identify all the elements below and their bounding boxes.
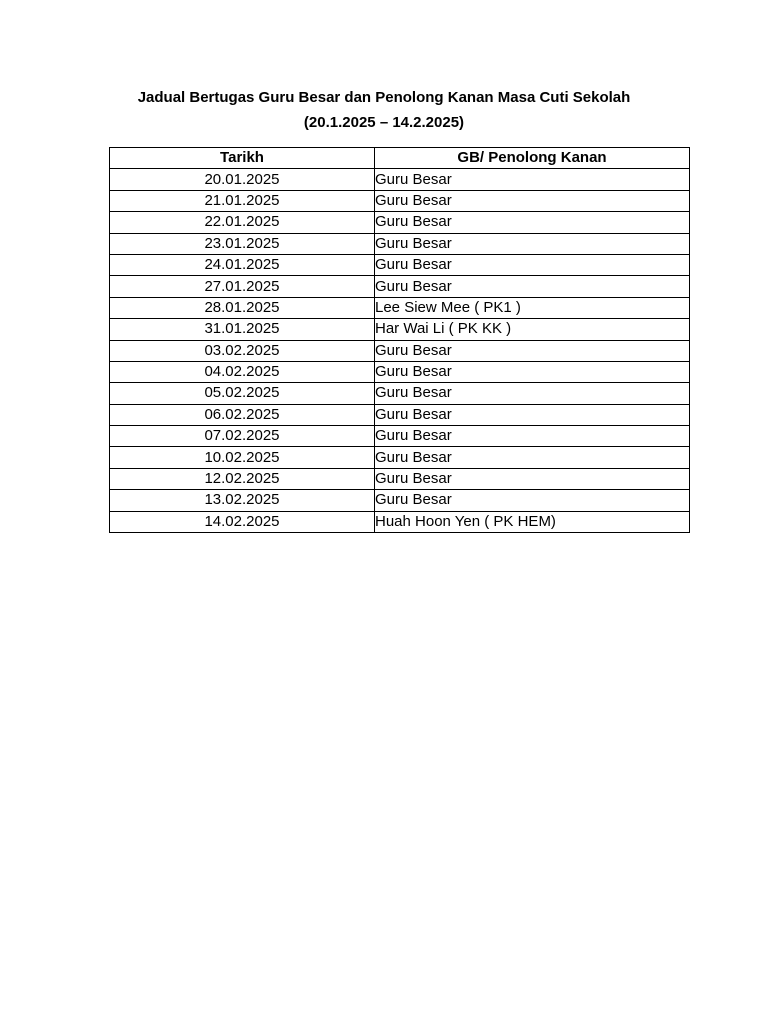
table-row <box>110 297 690 318</box>
row-officer: Guru Besar <box>375 361 690 382</box>
table-header-row <box>110 148 690 169</box>
table-row <box>110 404 690 425</box>
table-row <box>110 190 690 211</box>
row-officer: Guru Besar <box>375 426 690 447</box>
duty-roster-table <box>109 147 690 533</box>
row-officer: Guru Besar <box>375 383 690 404</box>
table-row <box>110 254 690 275</box>
table-body <box>110 169 690 533</box>
row-officer: Har Wai Li ( PK KK ) <box>375 319 690 340</box>
row-date: 07.02.2025 <box>110 426 375 447</box>
row-date: 22.01.2025 <box>110 212 375 233</box>
document-title: Jadual Bertugas Guru Besar dan Penolong Kanan Masa Cuti Sekolah <box>137 89 631 106</box>
row-officer: Guru Besar <box>375 169 690 190</box>
row-date: 03.02.2025 <box>110 340 375 361</box>
table-row <box>110 383 690 404</box>
row-officer: Guru Besar <box>375 190 690 211</box>
table-row <box>110 319 690 340</box>
row-date: 13.02.2025 <box>110 490 375 511</box>
row-officer: Lee Siew Mee ( PK1 ) <box>375 297 690 318</box>
row-date: 14.02.2025 <box>110 511 375 532</box>
table-row <box>110 490 690 511</box>
row-date: 20.01.2025 <box>110 169 375 190</box>
row-officer: Guru Besar <box>375 404 690 425</box>
table-row <box>110 447 690 468</box>
row-officer: Guru Besar <box>375 254 690 275</box>
row-officer: Huah Hoon Yen ( PK HEM) <box>375 511 690 532</box>
row-officer: Guru Besar <box>375 340 690 361</box>
row-officer: Guru Besar <box>375 447 690 468</box>
header-officer: GB/ Penolong Kanan <box>375 148 690 169</box>
table-row <box>110 276 690 297</box>
table-row <box>110 511 690 532</box>
row-officer: Guru Besar <box>375 233 690 254</box>
document-date-range: (20.1.2025 – 14.2.2025) <box>303 114 465 131</box>
row-date: 31.01.2025 <box>110 319 375 340</box>
row-date: 27.01.2025 <box>110 276 375 297</box>
header-date: Tarikh <box>110 148 375 169</box>
row-date: 21.01.2025 <box>110 190 375 211</box>
table-row <box>110 361 690 382</box>
table-row <box>110 212 690 233</box>
row-date: 05.02.2025 <box>110 383 375 404</box>
row-officer: Guru Besar <box>375 468 690 489</box>
table-row <box>110 169 690 190</box>
row-date: 23.01.2025 <box>110 233 375 254</box>
row-officer: Guru Besar <box>375 276 690 297</box>
row-date: 06.02.2025 <box>110 404 375 425</box>
row-officer: Guru Besar <box>375 490 690 511</box>
row-date: 04.02.2025 <box>110 361 375 382</box>
row-date: 12.02.2025 <box>110 468 375 489</box>
row-date: 28.01.2025 <box>110 297 375 318</box>
table-row <box>110 233 690 254</box>
row-officer: Guru Besar <box>375 212 690 233</box>
table-row <box>110 340 690 361</box>
row-date: 10.02.2025 <box>110 447 375 468</box>
row-date: 24.01.2025 <box>110 254 375 275</box>
table-row <box>110 468 690 489</box>
table-row <box>110 426 690 447</box>
